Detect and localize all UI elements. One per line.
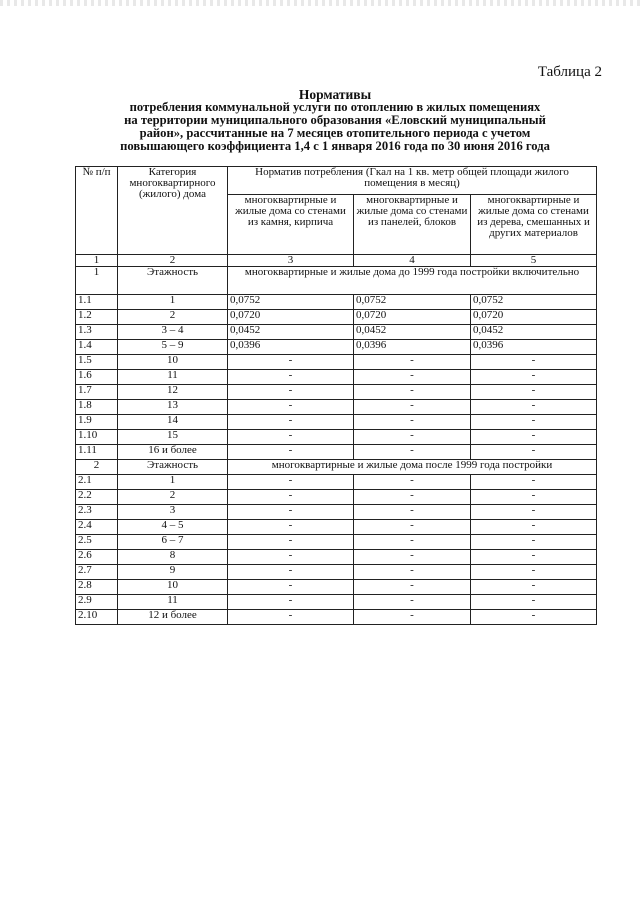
- row-value-col4: -: [354, 565, 471, 580]
- row-value-col3: -: [228, 565, 354, 580]
- row-category: 16 и более: [118, 445, 228, 460]
- row-num: 2.8: [76, 580, 118, 595]
- row-value-col5: -: [471, 475, 597, 490]
- table-row: [76, 430, 597, 445]
- table-row: [76, 475, 597, 490]
- row-value-col3: -: [228, 520, 354, 535]
- table-row: [76, 490, 597, 505]
- scan-edge-artifact: [0, 0, 640, 6]
- row-value-col4: -: [354, 535, 471, 550]
- row-num: 1.3: [76, 325, 118, 340]
- header-category: Категория многоквартирного (жилого) дома: [118, 167, 228, 255]
- row-value-col4: -: [354, 415, 471, 430]
- row-value-col3: 0,0452: [228, 325, 354, 340]
- row-value-col4: 0,0720: [354, 310, 471, 325]
- header-col4: многоквартирные и жилые дома со стенами из панелей, блоков: [354, 195, 471, 255]
- table-row: [76, 415, 597, 430]
- row-value-col3: -: [228, 580, 354, 595]
- heading-line-5: повышающего коэффициента 1,4 с 1 января 2016 года по 30 июня 2016 года: [120, 139, 550, 153]
- row-num: 2.2: [76, 490, 118, 505]
- row-value-col5: -: [471, 565, 597, 580]
- row-value-col4: -: [354, 550, 471, 565]
- row-value-col5: -: [471, 415, 597, 430]
- col-number: 4: [354, 255, 471, 267]
- row-value-col4: -: [354, 400, 471, 415]
- row-num: 2.6: [76, 550, 118, 565]
- table-body: [76, 267, 597, 625]
- row-value-col5: 0,0720: [471, 310, 597, 325]
- section-row: [76, 267, 597, 295]
- row-category: 11: [118, 595, 228, 610]
- table-row: [76, 550, 597, 565]
- row-num: 1.6: [76, 370, 118, 385]
- row-value-col3: -: [228, 535, 354, 550]
- row-category: 15: [118, 430, 228, 445]
- row-value-col4: 0,0396: [354, 340, 471, 355]
- row-category: 9: [118, 565, 228, 580]
- row-category: 13: [118, 400, 228, 415]
- table-row: [76, 310, 597, 325]
- row-value-col3: -: [228, 415, 354, 430]
- table-row: [76, 370, 597, 385]
- row-category: 8: [118, 550, 228, 565]
- table-row: [76, 385, 597, 400]
- row-category: 12: [118, 385, 228, 400]
- row-value-col4: -: [354, 445, 471, 460]
- row-value-col4: -: [354, 580, 471, 595]
- row-num: 2.3: [76, 505, 118, 520]
- header-col5: многоквартирные и жилые дома со стенами из дерева, смешанных и других материалов: [471, 195, 597, 255]
- heading-line-2: потребления коммунальной услуги по отоплению в жилых помещениях: [129, 100, 541, 114]
- row-category: 2: [118, 490, 228, 505]
- row-num: 2.5: [76, 535, 118, 550]
- row-num: 1.11: [76, 445, 118, 460]
- section-label: Этажность: [118, 460, 228, 475]
- heading-line-3: на территории муниципального образования «Еловский муниципальный: [124, 113, 546, 127]
- row-num: 2.7: [76, 565, 118, 580]
- row-value-col3: -: [228, 595, 354, 610]
- row-value-col4: -: [354, 595, 471, 610]
- row-category: 3 – 4: [118, 325, 228, 340]
- row-num: 1.9: [76, 415, 118, 430]
- row-value-col4: -: [354, 475, 471, 490]
- table-row: [76, 400, 597, 415]
- table-row: [76, 445, 597, 460]
- row-value-col3: -: [228, 475, 354, 490]
- row-category: 1: [118, 475, 228, 490]
- col-number: 5: [471, 255, 597, 267]
- table-row: [76, 520, 597, 535]
- section-description: многоквартирные и жилые дома после 1999 года постройки: [228, 460, 597, 475]
- row-value-col3: -: [228, 355, 354, 370]
- row-num: 1.2: [76, 310, 118, 325]
- row-num: 2.1: [76, 475, 118, 490]
- row-value-col5: -: [471, 610, 597, 625]
- row-value-col5: -: [471, 595, 597, 610]
- row-value-col5: -: [471, 385, 597, 400]
- row-value-col5: -: [471, 490, 597, 505]
- table-row: [76, 610, 597, 625]
- row-value-col3: -: [228, 385, 354, 400]
- header-norm: Норматив потребления (Гкал на 1 кв. метр общей площади жилого помещения в месяц): [228, 167, 597, 195]
- row-num: 1.4: [76, 340, 118, 355]
- row-value-col3: -: [228, 505, 354, 520]
- row-value-col4: -: [354, 610, 471, 625]
- row-value-col4: -: [354, 520, 471, 535]
- row-value-col3: -: [228, 430, 354, 445]
- header-num: № п/п: [76, 167, 118, 255]
- table-label: Таблица 2: [537, 64, 602, 80]
- heading-line-1: Нормативы: [298, 87, 372, 102]
- row-category: 10: [118, 580, 228, 595]
- row-value-col5: 0,0452: [471, 325, 597, 340]
- row-value-col4: -: [354, 385, 471, 400]
- row-category: 1: [118, 295, 228, 310]
- col-number: 2: [118, 255, 228, 267]
- row-value-col3: -: [228, 400, 354, 415]
- row-value-col4: 0,0752: [354, 295, 471, 310]
- row-value-col5: -: [471, 535, 597, 550]
- heading-line-4: район», рассчитанные на 7 месяцев отопительного периода с учетом: [139, 126, 531, 140]
- table-row: [76, 295, 597, 310]
- row-num: 1.7: [76, 385, 118, 400]
- section-num: 2: [76, 460, 118, 475]
- header-col3: многоквартирные и жилые дома со стенами из камня, кирпича: [228, 195, 354, 255]
- row-num: 1.10: [76, 430, 118, 445]
- section-num: 1: [76, 267, 118, 295]
- table-row: [76, 325, 597, 340]
- row-value-col5: -: [471, 520, 597, 535]
- row-value-col3: -: [228, 445, 354, 460]
- norms-table: [75, 166, 597, 625]
- row-num: 2.4: [76, 520, 118, 535]
- col-number: 3: [228, 255, 354, 267]
- section-description: многоквартирные и жилые дома до 1999 года постройки включительно: [228, 267, 597, 295]
- row-category: 3: [118, 505, 228, 520]
- row-value-col4: 0,0452: [354, 325, 471, 340]
- row-num: 2.9: [76, 595, 118, 610]
- section-label: Этажность: [118, 267, 228, 295]
- row-value-col5: 0,0752: [471, 295, 597, 310]
- row-value-col4: -: [354, 430, 471, 445]
- table-row: [76, 580, 597, 595]
- row-value-col5: -: [471, 445, 597, 460]
- row-value-col3: -: [228, 610, 354, 625]
- col-number: 1: [76, 255, 118, 267]
- row-value-col3: 0,0720: [228, 310, 354, 325]
- row-value-col5: -: [471, 430, 597, 445]
- row-value-col4: -: [354, 355, 471, 370]
- row-category: 6 – 7: [118, 535, 228, 550]
- row-value-col5: -: [471, 370, 597, 385]
- table-row: [76, 535, 597, 550]
- table-row: [76, 565, 597, 580]
- row-category: 14: [118, 415, 228, 430]
- row-value-col3: -: [228, 550, 354, 565]
- row-value-col5: -: [471, 550, 597, 565]
- row-value-col4: -: [354, 505, 471, 520]
- row-category: 5 – 9: [118, 340, 228, 355]
- row-value-col5: -: [471, 400, 597, 415]
- row-value-col5: -: [471, 505, 597, 520]
- table-row: [76, 355, 597, 370]
- row-category: 10: [118, 355, 228, 370]
- row-value-col4: -: [354, 490, 471, 505]
- row-value-col3: -: [228, 490, 354, 505]
- section-row: [76, 460, 597, 475]
- row-num: 2.10: [76, 610, 118, 625]
- table-row: [76, 340, 597, 355]
- row-value-col3: 0,0396: [228, 340, 354, 355]
- row-num: 1.8: [76, 400, 118, 415]
- row-category: 2: [118, 310, 228, 325]
- document-heading: [70, 88, 600, 153]
- row-value-col4: -: [354, 370, 471, 385]
- row-value-col3: 0,0752: [228, 295, 354, 310]
- row-category: 12 и более: [118, 610, 228, 625]
- row-value-col3: -: [228, 370, 354, 385]
- row-num: 1.1: [76, 295, 118, 310]
- row-category: 11: [118, 370, 228, 385]
- table-row: [76, 595, 597, 610]
- table-row: [76, 505, 597, 520]
- row-value-col5: -: [471, 355, 597, 370]
- row-value-col5: -: [471, 580, 597, 595]
- row-category: 4 – 5: [118, 520, 228, 535]
- row-value-col5: 0,0396: [471, 340, 597, 355]
- row-num: 1.5: [76, 355, 118, 370]
